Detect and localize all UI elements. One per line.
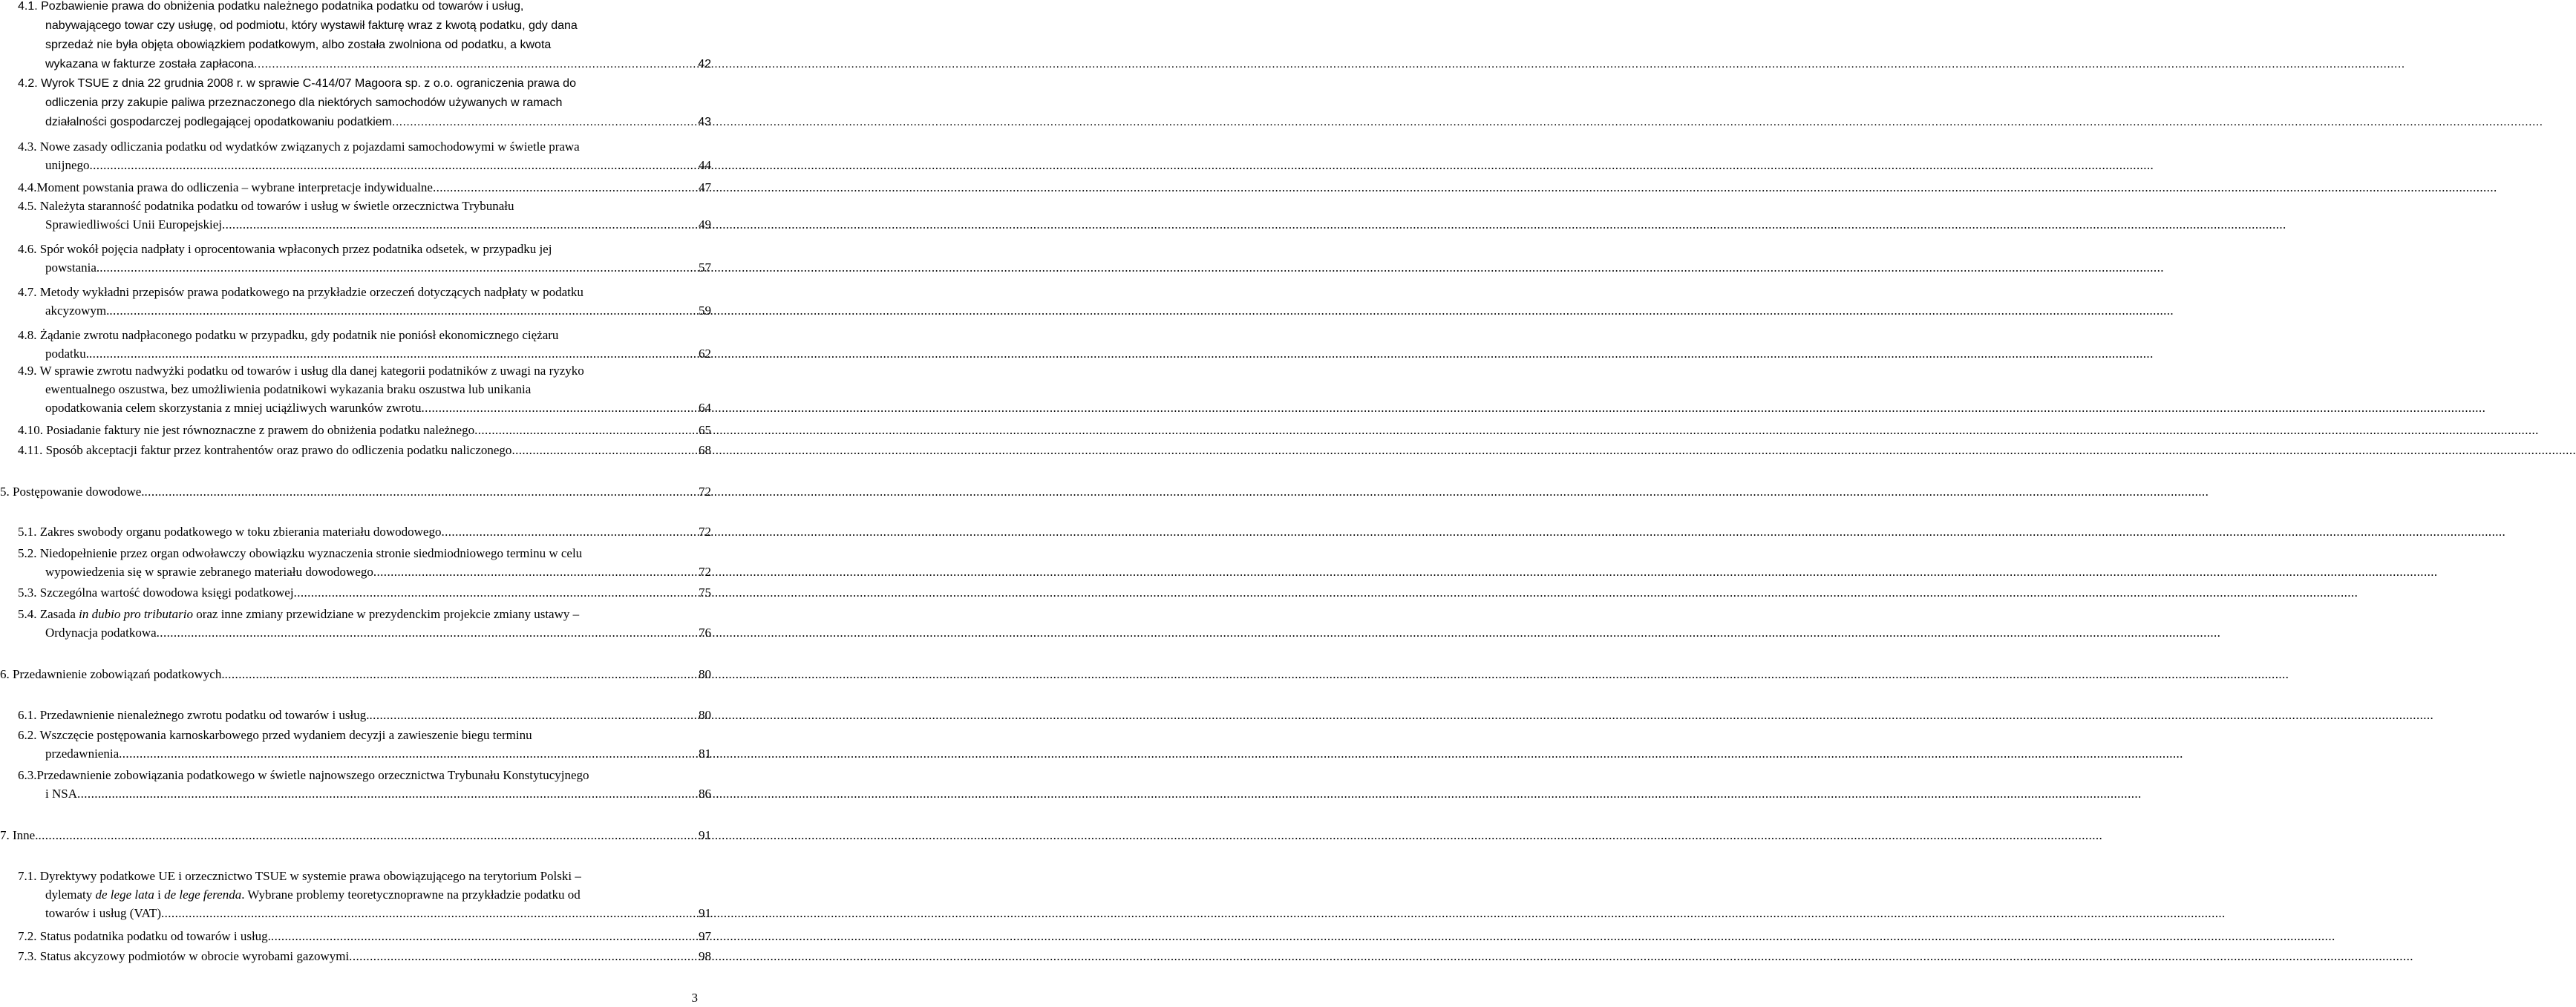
toc-page-number: 42 bbox=[698, 58, 711, 70]
toc-entry-6-3[interactable] bbox=[18, 766, 711, 803]
toc-page-number: 72 bbox=[699, 485, 711, 499]
toc-entry-5-2[interactable] bbox=[18, 544, 711, 581]
toc-entry-leader-row bbox=[18, 398, 711, 417]
toc-entry-line: towarów i usług (VAT) bbox=[45, 906, 161, 920]
dot-leader bbox=[349, 947, 699, 965]
toc-entry-7-3[interactable] bbox=[18, 947, 711, 965]
toc-entry-title: 6. Przedawnienie zobowiązań podatkowych. bbox=[0, 667, 225, 681]
toc-entry-4-10[interactable] bbox=[18, 421, 711, 439]
toc-entry-leader-row bbox=[18, 421, 711, 439]
toc-page-number: 62 bbox=[699, 347, 711, 361]
toc-entry-line: dylematy de lege lata i de lege ferenda. Wybrane problemy teoretycznoprawne na przykładzie podatku od bbox=[45, 888, 581, 902]
toc-entry-6-2[interactable] bbox=[18, 726, 711, 763]
toc-entry-leader-row bbox=[18, 927, 711, 945]
toc-entry-6[interactable] bbox=[0, 665, 711, 683]
toc-entry-leader-row bbox=[18, 156, 711, 174]
toc-entry-line: odliczenia przy zakupie paliwa przeznaczonego dla niektórych samochodów używanych w ramach bbox=[45, 96, 563, 109]
dot-leader bbox=[392, 113, 698, 132]
toc-page-number: 97 bbox=[699, 929, 711, 943]
toc-entry-line: sprzedaż nie była objęta obowiązkiem podatkowym, albo została zwolniona od podatku, a kwota bbox=[45, 39, 552, 51]
toc-entry-leader-row bbox=[0, 826, 711, 844]
toc-entry-title: 6.1. Przedawnienie nienależnego zwrotu podatku od towarów i usług. bbox=[18, 708, 370, 722]
toc-entry-7-1[interactable] bbox=[18, 867, 711, 922]
toc-entry-title: 4.9. W sprawie zwrotu nadwyżki podatku od towarów i usług dla danej kategorii podatników z uwagi na ryzyko bbox=[18, 364, 584, 378]
toc-page-number: 86 bbox=[699, 787, 711, 801]
dot-leader bbox=[89, 344, 699, 363]
dot-leader bbox=[373, 562, 699, 581]
toc-entry-title: 7. Inne. bbox=[0, 828, 39, 842]
toc-entry-leader-row bbox=[18, 583, 711, 602]
toc-entry-7[interactable] bbox=[0, 826, 711, 844]
toc-entry-title: 4.8. Żądanie zwrotu nadpłaconego podatku w przypadku, gdy podatnik nie poniósł ekonomicznego ciężaru bbox=[18, 328, 559, 342]
dot-leader bbox=[222, 215, 699, 234]
toc-entry-leader-row bbox=[18, 623, 711, 642]
toc-entry-leader-row bbox=[18, 904, 711, 922]
dot-leader bbox=[90, 156, 699, 174]
toc-entry-leader-row bbox=[18, 744, 711, 763]
dot-leader bbox=[225, 665, 699, 683]
dot-leader bbox=[77, 784, 699, 803]
toc-entry-6-1[interactable] bbox=[18, 706, 711, 724]
toc-entry-5-4[interactable] bbox=[18, 605, 711, 642]
toc-page-number: 91 bbox=[699, 906, 711, 920]
toc-page-number: 64 bbox=[699, 401, 711, 415]
dot-leader bbox=[157, 623, 699, 642]
toc-entry-4-4[interactable] bbox=[18, 178, 711, 197]
toc-entry-line: ewentualnego oszustwa, bez umożliwienia podatnikowi wykazania braku oszustwa lub unikania bbox=[45, 382, 532, 396]
toc-entry-title: 4.11. Sposób akceptacji faktur przez kontrahentów oraz prawo do odliczenia podatku naliczonego bbox=[18, 443, 512, 457]
toc-page-number: 49 bbox=[699, 217, 711, 232]
toc-entry-title: 7.2. Status podatnika podatku od towarów i usług. bbox=[18, 929, 271, 943]
toc-entry-line: powstania. bbox=[45, 260, 100, 275]
dot-leader bbox=[254, 55, 698, 74]
dot-leader bbox=[38, 826, 699, 844]
toc-entry-title: 4.10. Posiadanie faktury nie jest równoznaczne z prawem do obniżenia podatku należnego bbox=[18, 423, 475, 437]
toc-entry-leader-row bbox=[18, 113, 711, 132]
toc-entry-leader-row bbox=[0, 482, 711, 501]
toc-page-number: 57 bbox=[699, 260, 711, 275]
toc-entry-line: podatku. bbox=[45, 347, 90, 361]
toc-page-number: 81 bbox=[699, 747, 711, 761]
toc-entry-leader-row bbox=[0, 665, 711, 683]
dot-leader bbox=[109, 301, 699, 320]
toc-entry-7-2[interactable] bbox=[18, 927, 711, 945]
dot-leader bbox=[370, 706, 699, 724]
toc-entry-title: 4.5. Należyta staranność podatnika podatku od towarów i usług w świetle orzecznictwa Trybunału bbox=[18, 199, 514, 213]
toc-entry-4-5[interactable] bbox=[18, 197, 711, 234]
toc-entry-4-7[interactable] bbox=[18, 283, 711, 320]
toc-entry-line: przedawnienia bbox=[45, 747, 120, 761]
toc-entry-title: 4.4.Moment powstania prawa do odliczenia – wybrane interpretacje indywidualne bbox=[18, 180, 433, 194]
toc-entry-leader-row bbox=[18, 522, 711, 541]
toc-entry-leader-row bbox=[18, 55, 711, 74]
toc-page-number: 44 bbox=[699, 158, 711, 172]
toc-entry-line: Ordynacja podatkowa bbox=[45, 626, 157, 640]
toc-entry-title: 5.3. Szczególna wartość dowodowa księgi podatkowej bbox=[18, 585, 294, 600]
toc-page-number: 80 bbox=[699, 708, 711, 722]
toc-entry-4-1[interactable] bbox=[18, 0, 711, 74]
dot-leader bbox=[474, 421, 699, 439]
toc-entry-title: 6.2. Wszczęcie postępowania karnoskarbowego przed wydaniem decyzji a zawieszenie biegu terminu bbox=[18, 728, 532, 742]
dot-leader bbox=[294, 583, 699, 602]
toc-entry-title: 4.1. Pozbawienie prawa do obniżenia podatku należnego podatnika podatku od towarów i usług, bbox=[18, 0, 524, 13]
toc-page-number: 72 bbox=[699, 565, 711, 579]
toc-entry-line: wypowiedzenia się w sprawie zebranego materiału dowodowego bbox=[45, 565, 373, 579]
toc-page-number: 68 bbox=[699, 443, 711, 457]
toc-page-number: 98 bbox=[699, 949, 711, 963]
dot-leader bbox=[441, 522, 699, 541]
toc-page-number: 47 bbox=[699, 180, 711, 194]
toc-entry-title: 5.2. Niedopełnienie przez organ odwoławczy obowiązku wyznaczenia stronie siedmiodniowego terminu w celu bbox=[18, 546, 583, 560]
page-number: 3 bbox=[691, 991, 698, 1005]
toc-page-number: 65 bbox=[699, 423, 711, 437]
dot-leader bbox=[433, 178, 699, 197]
toc-entry-line: i NSA bbox=[45, 787, 77, 801]
toc-entry-title: 6.3.Przedawnienie zobowiązania podatkowego w świetle najnowszego orzecznictwa Trybunału Konstytucyjnego bbox=[18, 768, 589, 782]
toc-entry-5-1[interactable] bbox=[18, 522, 711, 541]
toc-entry-leader-row bbox=[18, 947, 711, 965]
toc-entry-title: 4.6. Spór wokół pojęcia nadpłaty i oprocentowania wpłaconych przez podatnika odsetek, w przypadku jej bbox=[18, 242, 552, 256]
toc-entry-4-11[interactable] bbox=[18, 441, 711, 459]
toc-page-number: 91 bbox=[699, 828, 711, 842]
toc-page-number: 72 bbox=[699, 525, 711, 539]
toc-entry-4-6[interactable] bbox=[18, 240, 711, 277]
toc-entry-leader-row bbox=[18, 178, 711, 197]
toc-entry-title: 5.1. Zakres swobody organu podatkowego w toku zbierania materiału dowodowego bbox=[18, 525, 442, 539]
toc-entry-line: akcyzowym. bbox=[45, 304, 110, 318]
toc-entry-4-2[interactable] bbox=[18, 74, 711, 132]
toc-entry-4-9[interactable] bbox=[18, 361, 711, 417]
dot-leader bbox=[145, 482, 699, 501]
toc-entry-leader-row bbox=[18, 562, 711, 581]
dot-leader bbox=[161, 904, 699, 922]
toc-entry-leader-row bbox=[18, 258, 711, 277]
toc-entry-title: 7.1. Dyrektywy podatkowe UE i orzecznictwo TSUE w systemie prawa obowiązującego na terytorium Polski – bbox=[18, 869, 581, 883]
toc-page-number: 43 bbox=[698, 116, 711, 128]
toc-entry-line: opodatkowania celem skorzystania z mniej uciążliwych warunków zwrotu bbox=[45, 401, 422, 415]
dot-leader bbox=[271, 927, 699, 945]
toc-page-number: 76 bbox=[699, 626, 711, 640]
toc-page-number: 80 bbox=[699, 667, 711, 681]
toc-entry-title: 4.7. Metody wykładni przepisów prawa podatkowego na przykładzie orzeczeń dotyczących nadpłaty w podatku bbox=[18, 285, 583, 299]
toc-entry-4-3[interactable] bbox=[18, 137, 711, 174]
dot-leader bbox=[422, 398, 699, 417]
dot-leader bbox=[119, 744, 699, 763]
toc-entry-leader-row bbox=[18, 784, 711, 803]
dot-leader bbox=[99, 258, 699, 277]
toc-page-number: 59 bbox=[699, 304, 711, 318]
dot-leader bbox=[511, 441, 699, 459]
toc-entry-line: unijnego bbox=[45, 158, 90, 172]
toc-page bbox=[0, 0, 713, 1007]
toc-entry-leader-row bbox=[18, 301, 711, 320]
toc-entry-line: wykazana w fakturze została zapłacona bbox=[45, 58, 255, 70]
toc-entry-title: 4.3. Nowe zasady odliczania podatku od wydatków związanych z pojazdami samochodowymi w świetle prawa bbox=[18, 140, 580, 154]
toc-entry-leader-row bbox=[18, 215, 711, 234]
toc-entry-line: nabywającego towar czy usługę, od podmiotu, który wystawił fakturę wraz z kwotą podatku, gdy dana bbox=[45, 19, 578, 32]
toc-entry-4-8[interactable] bbox=[18, 326, 711, 363]
toc-page-number: 75 bbox=[699, 585, 711, 600]
toc-entry-leader-row bbox=[18, 344, 711, 363]
toc-entry-title: 4.2. Wyrok TSUE z dnia 22 grudnia 2008 r. w sprawie C-414/07 Magoora sp. z o.o. ograniczenia prawa do bbox=[18, 77, 576, 90]
toc-entry-5-3[interactable] bbox=[18, 583, 711, 602]
toc-entry-leader-row bbox=[18, 441, 711, 459]
toc-entry-leader-row bbox=[18, 706, 711, 724]
toc-entry-title: 7.3. Status akcyzowy podmiotów w obrocie wyrobami gazowymi bbox=[18, 949, 350, 963]
toc-entry-title: 5. Postępowanie dowodowe. bbox=[0, 485, 145, 499]
toc-entry-line: Sprawiedliwości Unii Europejskiej bbox=[45, 217, 222, 232]
toc-entry-title: 5.4. Zasada in dubio pro tributario oraz inne zmiany przewidziane w prezydenckim projekcie zmiany ustawy – bbox=[18, 607, 580, 621]
toc-entry-line: działalności gospodarczej podlegającej opodatkowaniu podatkiem bbox=[45, 116, 392, 128]
toc-entry-5[interactable] bbox=[0, 482, 711, 501]
